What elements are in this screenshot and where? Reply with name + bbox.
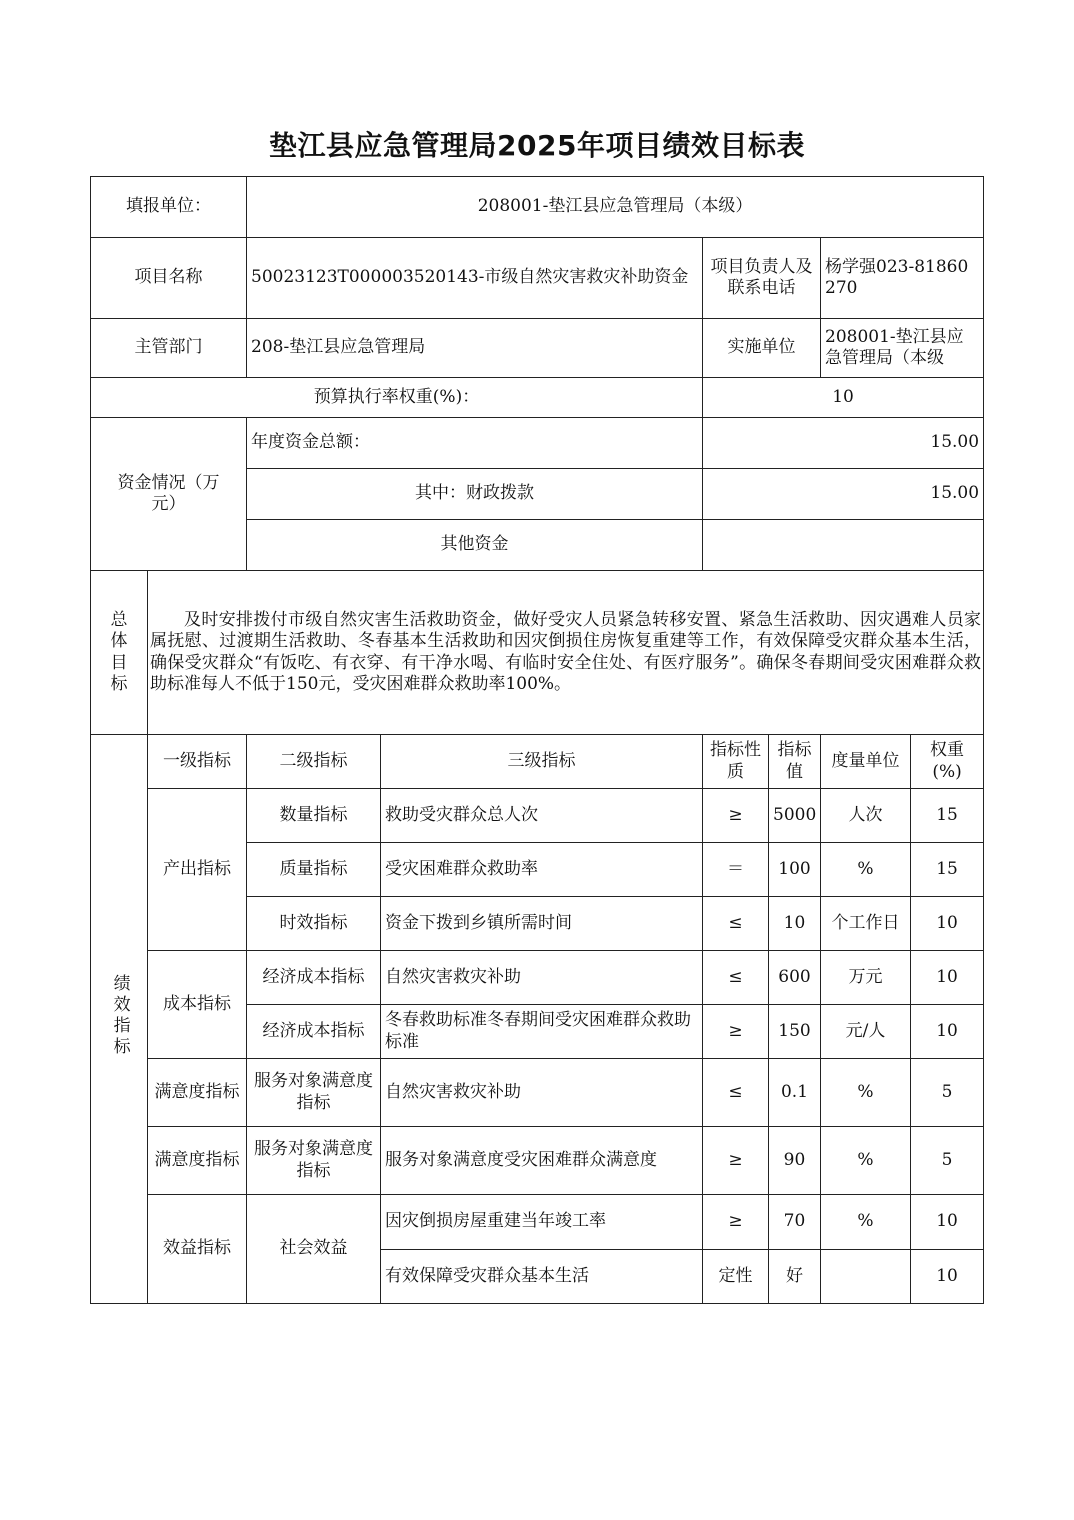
header-level1: 一级指标 [148, 735, 247, 789]
level1-cell: 产出指标 [148, 789, 247, 951]
unit-cell: 万元 [821, 951, 911, 1005]
level3-cell: 自然灾害救灾补助 [381, 1059, 703, 1127]
weight-cell: 15 [911, 843, 984, 897]
funding-total-value: 15.00 [703, 418, 984, 469]
budget-weight-value: 10 [703, 378, 984, 418]
page-title: 垫江县应急管理局2025年项目绩效目标表 [269, 129, 805, 162]
indicators-section-text: 绩效指标 [109, 973, 130, 1058]
nature-cell: ≥ [703, 1127, 769, 1195]
value-cell: 150 [769, 1005, 821, 1059]
value-cell: 600 [769, 951, 821, 1005]
weight-cell: 5 [911, 1059, 984, 1127]
nature-cell: ≤ [703, 897, 769, 951]
project-name-value: 50023123T000003520143-市级自然灾害救灾补助资金 [247, 238, 703, 319]
funding-other-value [703, 520, 984, 571]
level1-cell: 效益指标 [148, 1195, 247, 1304]
table-row [91, 1195, 984, 1250]
weight-cell: 10 [911, 1250, 984, 1304]
nature-cell: ＝ [703, 843, 769, 897]
level2-cell: 数量指标 [247, 789, 381, 843]
overall-goal-text: 及时安排拨付市级自然灾害生活救助资金，做好受灾人员紧急转移安置、紧急生活救助、因灾遇难人员家属抚慰、过渡期生活救助、冬春基本生活救助和因灾倒损住房恢复重建等工作，有效保障受灾群众基本生活，确保受灾群众“有饭吃、有衣穿、有干净水喝、有临时安全住处、有医疗服务”。确保冬春期间受灾困难群众救助标准每人不低于150元，受灾困难群众救助率100%。 [148, 571, 984, 735]
level2-cell: 质量指标 [247, 843, 381, 897]
nature-cell: ≥ [703, 1195, 769, 1250]
header-weight: 权重(%) [911, 735, 984, 789]
level2-cell: 经济成本指标 [247, 951, 381, 1005]
supervising-dept-label: 主管部门 [91, 319, 247, 378]
value-cell: 好 [769, 1250, 821, 1304]
unit-cell: % [821, 1127, 911, 1195]
nature-cell: ≥ [703, 789, 769, 843]
level2-cell: 服务对象满意度指标 [247, 1127, 381, 1195]
header-level3: 三级指标 [381, 735, 703, 789]
weight-cell: 5 [911, 1127, 984, 1195]
value-cell: 0.1 [769, 1059, 821, 1127]
weight-cell: 15 [911, 789, 984, 843]
budget-weight-label: 预算执行率权重(%)： [91, 378, 703, 418]
funding-label: 资金情况（万元） [91, 418, 247, 571]
supervising-dept-value: 208-垫江县应急管理局 [247, 319, 703, 378]
nature-cell: ≥ [703, 1005, 769, 1059]
unit-cell: % [821, 1059, 911, 1127]
unit-cell: % [821, 843, 911, 897]
weight-cell: 10 [911, 897, 984, 951]
overall-goal-label: 总体目标 [91, 571, 148, 735]
level2-cell: 服务对象满意度指标 [247, 1059, 381, 1127]
table-row [91, 789, 984, 843]
table-row [91, 1059, 984, 1127]
level3-cell: 救助受灾群众总人次 [381, 789, 703, 843]
nature-cell: ≤ [703, 1059, 769, 1127]
weight-cell: 10 [911, 1005, 984, 1059]
level3-cell: 冬春救助标准冬春期间受灾困难群众救助标准 [381, 1005, 703, 1059]
header-unit: 度量单位 [821, 735, 911, 789]
level3-cell: 受灾困难群众救助率 [381, 843, 703, 897]
unit-cell: 人次 [821, 789, 911, 843]
project-leader-label: 项目负责人及联系电话 [703, 238, 821, 319]
level3-cell: 因灾倒损房屋重建当年竣工率 [381, 1195, 703, 1250]
level3-cell: 服务对象满意度受灾困难群众满意度 [381, 1127, 703, 1195]
reporting-unit-value: 208001-垫江县应急管理局（本级） [247, 177, 984, 238]
implementing-unit-value: 208001-垫江县应急管理局（本级 [821, 319, 984, 378]
table-row [91, 951, 984, 1005]
nature-cell: ≤ [703, 951, 769, 1005]
funding-total-label: 年度资金总额： [247, 418, 703, 469]
implementing-unit-label: 实施单位 [703, 319, 821, 378]
level1-cell: 满意度指标 [148, 1127, 247, 1195]
funding-fiscal-label: 其中：财政拨款 [247, 469, 703, 520]
weight-cell: 10 [911, 1195, 984, 1250]
indicators-section-label [91, 735, 148, 1304]
unit-cell: % [821, 1195, 911, 1250]
unit-cell: 个工作日 [821, 897, 911, 951]
performance-target-table [90, 176, 984, 1304]
level1-cell: 满意度指标 [148, 1059, 247, 1127]
level3-cell: 资金下拨到乡镇所需时间 [381, 897, 703, 951]
value-cell: 90 [769, 1127, 821, 1195]
unit-cell [821, 1250, 911, 1304]
unit-cell: 元/人 [821, 1005, 911, 1059]
level3-cell: 自然灾害救灾补助 [381, 951, 703, 1005]
nature-cell: 定性 [703, 1250, 769, 1304]
level2-cell: 社会效益 [247, 1195, 381, 1304]
value-cell: 5000 [769, 789, 821, 843]
header-nature: 指标性质 [703, 735, 769, 789]
project-leader-value: 杨学强023-81860270 [821, 238, 984, 319]
header-value: 指标值 [769, 735, 821, 789]
project-name-label: 项目名称 [91, 238, 247, 319]
level3-cell: 有效保障受灾群众基本生活 [381, 1250, 703, 1304]
reporting-unit-label: 填报单位： [91, 177, 247, 238]
value-cell: 70 [769, 1195, 821, 1250]
level1-cell: 成本指标 [148, 951, 247, 1059]
funding-other-label: 其他资金 [247, 520, 703, 571]
level2-cell: 经济成本指标 [247, 1005, 381, 1059]
weight-cell: 10 [911, 951, 984, 1005]
value-cell: 100 [769, 843, 821, 897]
table-row [91, 1127, 984, 1195]
funding-fiscal-value: 15.00 [703, 469, 984, 520]
value-cell: 10 [769, 897, 821, 951]
header-level2: 二级指标 [247, 735, 381, 789]
level2-cell: 时效指标 [247, 897, 381, 951]
